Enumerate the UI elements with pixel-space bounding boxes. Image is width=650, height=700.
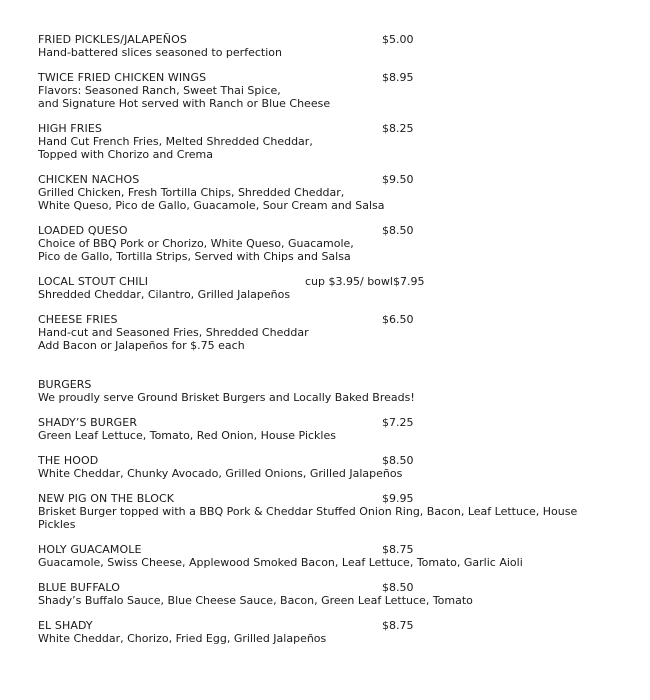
item-description: White Cheddar, Chunky Avocado, Grilled Onions, Grilled Jalapeños [38,467,403,480]
item-description: Grilled Chicken, Fresh Tortilla Chips, Shredded Cheddar, White Queso, Pico de Gallo, Guacamole, Sour Cream and Salsa [38,186,385,212]
item-name: CHEESE FRIES [38,313,118,326]
item-description: Hand Cut French Fries, Melted Shredded Cheddar, Topped with Chorizo and Crema [38,135,313,161]
item-description: Hand-battered slices seasoned to perfection [38,46,282,59]
item-price: cup $3.95/ bowl$7.95 [305,275,425,288]
item-price: $6.50 [382,313,414,326]
item-price: $8.50 [382,224,414,237]
item-description: Shady’s Buffalo Sauce, Blue Cheese Sauce, Bacon, Green Leaf Lettuce, Tomato [38,594,473,607]
item-description: White Cheddar, Chorizo, Fried Egg, Grilled Jalapeños [38,632,327,645]
menu-item-blue-buffalo [38,581,638,607]
item-description: Brisket Burger topped with a BBQ Pork & Cheddar Stuffed Onion Ring, Bacon, Leaf Lettuce, House Pickles [38,505,578,531]
item-name: HIGH FRIES [38,122,102,135]
item-price: $9.50 [382,173,414,186]
item-description: Shredded Cheddar, Cilantro, Grilled Jalapeños [38,288,291,301]
item-name: LOADED QUESO [38,224,128,237]
item-name: CHICKEN NACHOS [38,173,140,186]
item-name: SHADY’S BURGER [38,416,138,429]
menu-item-el-shady [38,619,638,645]
menu-item-the-hood [38,454,638,480]
item-price: $5.00 [382,33,414,46]
menu-item-high-fries [38,122,638,161]
item-description: Choice of BBQ Pork or Chorizo, White Queso, Guacamole, Pico de Gallo, Tortilla Strips, Served with Chips and Salsa [38,237,354,263]
item-description: Guacamole, Swiss Cheese, Applewood Smoked Bacon, Leaf Lettuce, Tomato, Garlic Aioli [38,556,523,569]
menu-item-stout-chili [38,275,638,301]
section-spacer [38,364,638,378]
item-price: $8.75 [382,543,414,556]
menu-item-cheese-fries [38,313,638,352]
item-name: THE HOOD [38,454,99,467]
item-name: FRIED PICKLES/JALAPEÑOS [38,33,187,46]
item-name: NEW PIG ON THE BLOCK [38,492,175,505]
item-name: TWICE FRIED CHICKEN WINGS [38,71,207,84]
menu-item-shadys-burger [38,416,638,442]
section-tagline: We proudly serve Ground Brisket Burgers and Locally Baked Breads! [38,391,415,404]
item-name: BLUE BUFFALO [38,581,120,594]
menu-item-new-pig [38,492,638,531]
item-name: HOLY GUACAMOLE [38,543,142,556]
item-price: $9.95 [382,492,414,505]
item-price: $7.25 [382,416,414,429]
menu-item-chicken-nachos [38,173,638,212]
menu-item-holy-guacamole [38,543,638,569]
item-price: $8.25 [382,122,414,135]
item-price: $8.50 [382,581,414,594]
burgers-section-header [38,378,638,404]
menu-item-loaded-queso [38,224,638,263]
item-description: Flavors: Seasoned Ranch, Sweet Thai Spice, and Signature Hot served with Ranch or Blue Cheese [38,84,331,110]
menu-item-chicken-wings [38,71,638,110]
item-description: Hand-cut and Seasoned Fries, Shredded Cheddar Add Bacon or Jalapeños for $.75 each [38,326,309,352]
item-description: Green Leaf Lettuce, Tomato, Red Onion, House Pickles [38,429,336,442]
item-price: $8.95 [382,71,414,84]
item-price: $8.75 [382,619,414,632]
item-name: LOCAL STOUT CHILI [38,275,149,288]
menu-item-fried-pickles [38,33,638,59]
menu-page [38,33,638,657]
item-name: EL SHADY [38,619,93,632]
section-title: BURGERS [38,378,92,391]
item-price: $8.50 [382,454,414,467]
